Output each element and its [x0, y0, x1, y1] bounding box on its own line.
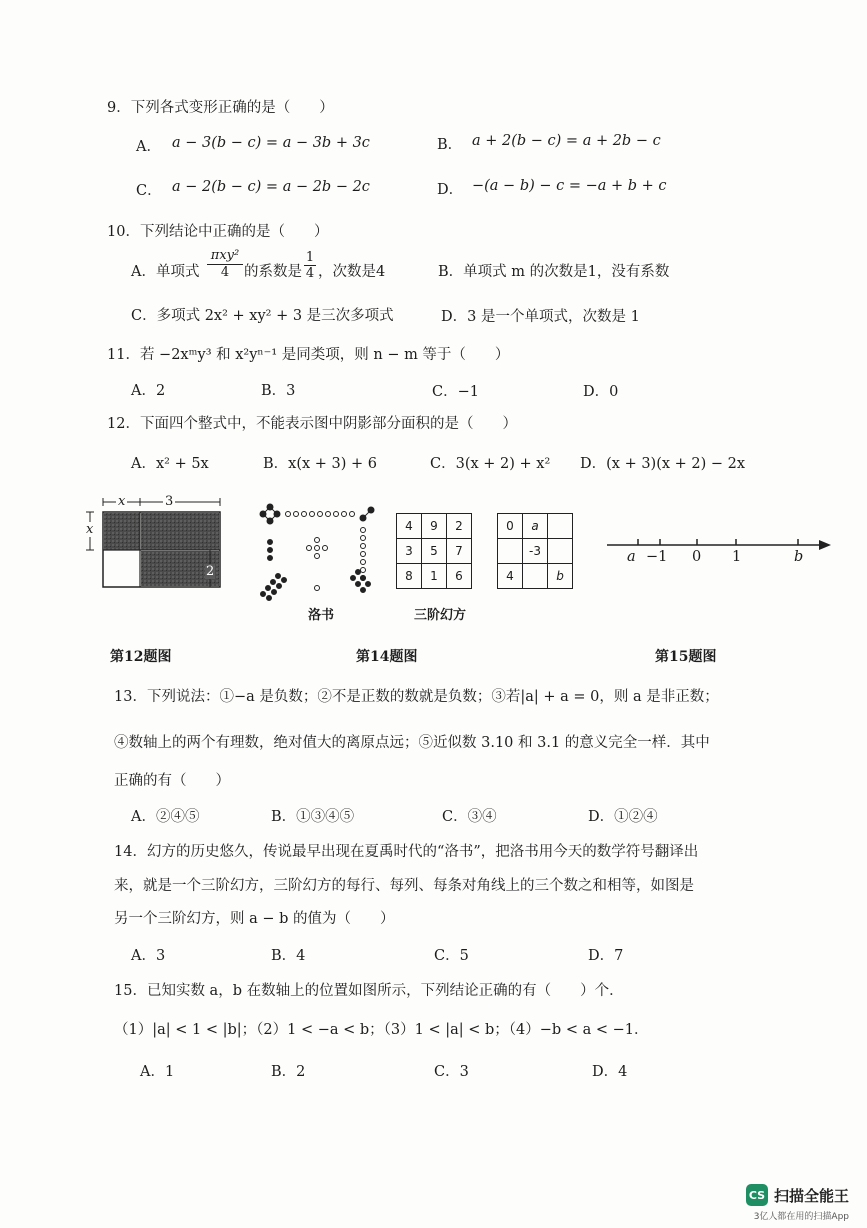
ms2-cell: [548, 539, 573, 564]
shaded-rect-top: [141, 513, 219, 550]
magic-square-caption: 三阶幻方: [414, 608, 467, 623]
ms1-cell: 3: [397, 539, 422, 564]
q13-line1: 13．下列说法：①−a 是负数；②不是正数的数就是负数；③若|a| + a = 0，则 a 是非正数；: [114, 689, 719, 705]
q12-option-d: D．(x + 3)(x + 2) − 2x: [580, 456, 746, 472]
numline-label-minus1: −1: [646, 549, 668, 565]
fig12-side-x: x: [86, 522, 94, 537]
ms1-cell: 7: [447, 539, 472, 564]
ms2-cell: [498, 539, 523, 564]
ms2-cell: 4: [498, 564, 523, 589]
q12-stem: 12．下面四个整式中，不能表示图中阴影部分面积的是（ ）: [107, 416, 517, 432]
q13-line3: 正确的有（ ）: [114, 773, 230, 789]
ms2-cell: -3: [523, 539, 548, 564]
q14-option-b: B．4: [271, 948, 306, 964]
ms1-cell: 8: [397, 564, 422, 589]
numline-label-a: a: [627, 549, 636, 565]
ms1-cell: 2: [447, 514, 472, 539]
q10-frac1-den: 4: [220, 265, 230, 280]
ms2-cell: [548, 514, 573, 539]
fig12-top-3: 3: [165, 494, 174, 509]
ms1-cell: 6: [447, 564, 472, 589]
q15-option-b: B．2: [271, 1064, 306, 1080]
q10-option-c: C．多项式 2x² + xy² + 3 是三次多项式: [131, 308, 394, 324]
camscanner-logo-icon: CS: [746, 1184, 768, 1206]
q9-option-d: −(a − b) − c = −a + b + c: [472, 178, 667, 194]
q14-option-a: A．3: [131, 948, 166, 964]
scanner-watermark: [746, 1184, 849, 1206]
q9-option-a: a − 3(b − c) = a − 3b + 3c: [172, 135, 370, 151]
q10-fraction-2: [304, 250, 316, 281]
ms1-cell: 9: [422, 514, 447, 539]
fig12-label: 第12题图: [110, 649, 172, 665]
q11-option-b: B．3: [261, 383, 296, 399]
q10-option-a-post: ，次数是4: [318, 264, 386, 280]
q11-option-d: D．0: [583, 384, 619, 400]
q10-frac2-num: 1: [305, 250, 315, 265]
ms1-cell: 1: [422, 564, 447, 589]
q13-option-c: C．③④: [442, 809, 497, 825]
luoshu-figure: [255, 500, 385, 602]
ms2-cell: 0: [498, 514, 523, 539]
q14-option-c: C．5: [434, 948, 469, 964]
numline-label-1: 1: [732, 549, 742, 565]
q9-option-c-label: C．: [136, 183, 162, 199]
q10-option-a-pre: A．单项式: [131, 264, 200, 280]
q13-option-d: D．①②④: [588, 809, 658, 825]
q9-option-a-label: A．: [136, 139, 161, 155]
q10-frac1-num: πxy²: [207, 248, 243, 265]
q14-line1: 14．幻方的历史悠久，传说最早出现在夏禹时代的“洛书”，把洛书用今天的数学符号翻译出: [114, 844, 699, 860]
ms1-cell: 4: [397, 514, 422, 539]
fig12-top-x: x: [118, 494, 126, 509]
watermark-tagline: 3亿人都在用的扫描App: [753, 1212, 849, 1222]
luoshu-caption: 洛书: [308, 608, 335, 623]
q10-option-a-mid: 的系数是: [244, 264, 302, 280]
numline-label-0: 0: [692, 549, 702, 565]
q11-option-a: A．2: [131, 383, 166, 399]
q15-conditions: （1）|a| < 1 < |b|；（2）1 < −a < b；（3）1 < |a| < b；（4）−b < a < −1．: [114, 1022, 649, 1038]
ms2-cell: [523, 564, 548, 589]
q11-option-c: C．−1: [432, 384, 479, 400]
q10-option-d: D．3 是一个单项式，次数是 1: [441, 309, 640, 325]
q15-option-d: D．4: [592, 1064, 628, 1080]
q10-frac2-den: 4: [305, 266, 315, 281]
q15-stem: 15．已知实数 a，b 在数轴上的位置如图所示，下列结论正确的有（ ）个．: [114, 983, 624, 999]
q10-stem: 10．下列结论中正确的是（ ）: [107, 224, 329, 240]
q13-option-b: B．①③④⑤: [271, 809, 355, 825]
fig15-label: 第15题图: [655, 649, 717, 665]
q12-option-b: B．x(x + 3) + 6: [263, 456, 378, 472]
shaded-square-x: [104, 513, 140, 550]
q15-option-a: A．1: [140, 1064, 175, 1080]
q12-option-a: A．x² + 5x: [131, 456, 209, 472]
q10-option-b: B．单项式 m 的次数是1，没有系数: [438, 264, 670, 280]
q13-option-a: A．②④⑤: [131, 809, 200, 825]
numline-label-b: b: [794, 549, 804, 565]
q12-option-c: C．3(x + 2) + x²: [430, 456, 551, 472]
q14-line3: 另一个三阶幻方，则 a − b 的值为（ ）: [114, 911, 395, 927]
ms2-cell: a: [523, 514, 548, 539]
q9-option-b-label: B．: [437, 137, 463, 153]
q9-option-d-label: D．: [437, 182, 464, 198]
magic-square-unknown: [497, 513, 573, 589]
fig14-label: 第14题图: [356, 649, 418, 665]
watermark-app-name: 扫描全能王: [773, 1186, 849, 1205]
q15-option-c: C．3: [434, 1064, 469, 1080]
q13-line2: ④数轴上的两个有理数，绝对值大的离原点远；⑤近似数 3.10 和 3.1 的意义完全一样．其中: [114, 735, 710, 751]
ms1-cell: 5: [422, 539, 447, 564]
ms2-cell: b: [548, 564, 573, 589]
q9-option-c: a − 2(b − c) = a − 2b − 2c: [172, 179, 370, 195]
q11-stem: 11．若 −2xᵐy³ 和 x²yⁿ⁻¹ 是同类项，则 n − m 等于（ ）: [107, 347, 510, 363]
fig12-side-2: 2: [206, 564, 215, 579]
q14-option-d: D．7: [588, 948, 624, 964]
q10-fraction-1: [207, 248, 243, 281]
magic-square-luoshu: [396, 513, 472, 589]
q9-stem: 9．下列各式变形正确的是（ ）: [107, 100, 334, 116]
q9-option-b: a + 2(b − c) = a + 2b − c: [472, 133, 661, 149]
q14-line2: 来，就是一个三阶幻方，三阶幻方的每行、每列、每条对角线上的三个数之和相等，如图是: [114, 878, 694, 894]
